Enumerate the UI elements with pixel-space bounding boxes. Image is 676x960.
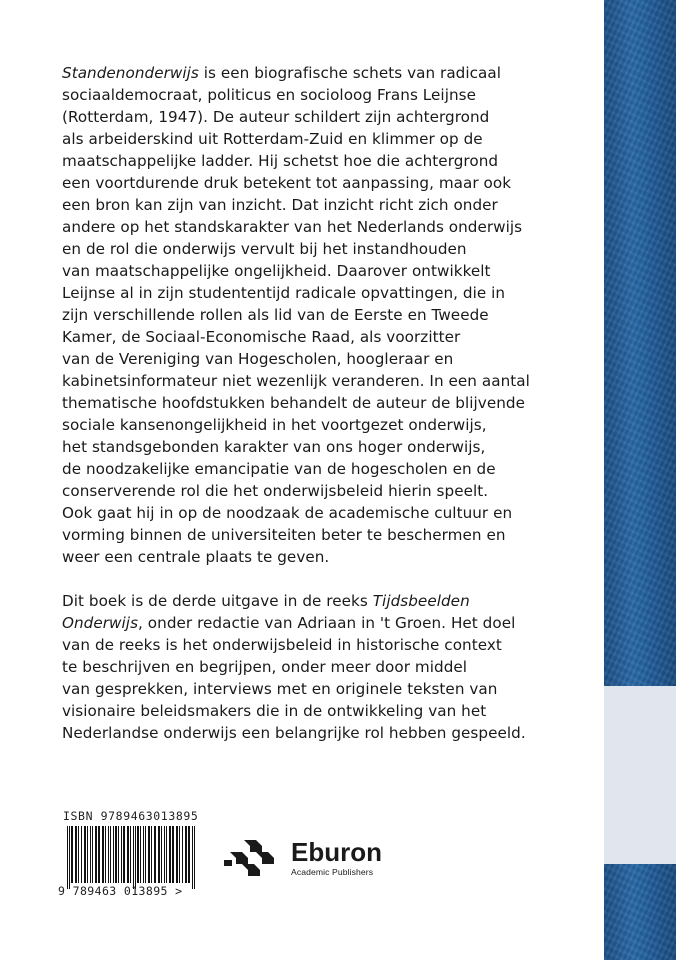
barcode-bar <box>169 826 171 883</box>
blurb-line <box>62 172 592 194</box>
barcode-guard-bar <box>194 826 195 889</box>
blurb-text: andere op het standskarakter van het Nederlands onderwijs <box>62 218 523 236</box>
blurb-line <box>62 480 592 502</box>
blurb-line <box>62 128 592 150</box>
blurb-line <box>62 546 592 568</box>
blurb-line <box>62 106 592 128</box>
barcode-bar <box>118 826 119 883</box>
barcode-bar <box>92 826 93 883</box>
blurb-text: van de reeks is het onderwijsbeleid in historische context <box>62 636 502 654</box>
blurb-text: visionaire beleidsmakers die in de ontwikkeling van het <box>62 702 487 720</box>
blurb-line <box>62 62 592 84</box>
isbn-digits: 9 789463 013895 > <box>58 884 183 898</box>
blurb-line <box>62 216 592 238</box>
barcode-bar <box>182 826 183 883</box>
barcode-bar <box>127 826 129 883</box>
blurb-text: van de Vereniging van Hogescholen, hoogleraar en <box>62 350 454 368</box>
blurb-text: Kamer, de Sociaal-Economische Raad, als voorzitter <box>62 328 461 346</box>
publisher-brand <box>291 839 382 877</box>
blurb-line <box>62 612 592 634</box>
eburon-logo-icon <box>222 836 288 884</box>
barcode-bar <box>166 826 167 883</box>
blurb-text: weer een centrale plaats te geven. <box>62 548 330 566</box>
blurb-text: conserverende rol die het onderwijsbeleid hierin speelt. <box>62 482 489 500</box>
barcode-bar <box>154 826 156 883</box>
blurb-text: Nederlandse onderwijs een belangrijke rol hebben gespeeld. <box>62 724 526 742</box>
blurb-line <box>62 370 592 392</box>
blurb-text: de noodzakelijke emancipatie van de hogescholen en de <box>62 460 496 478</box>
barcode-bar <box>145 826 146 883</box>
barcode-bar <box>108 826 109 883</box>
italic-title: Tijdsbeelden <box>372 592 470 610</box>
blurb-text: sociaaldemocraat, politicus en socioloog Frans Leijnse <box>62 86 476 104</box>
barcode-bar <box>90 826 91 883</box>
blurb-line <box>62 238 592 260</box>
barcode-bar <box>148 826 150 883</box>
blurb-text: een bron kan zijn van inzicht. Dat inzicht richt zich onder <box>62 196 498 214</box>
blurb-text: vorming binnen de universiteiten beter te beschermen en <box>62 526 506 544</box>
blurb-text: het standsgebonden karakter van ons hoger onderwijs, <box>62 438 486 456</box>
barcode-bar <box>179 826 180 883</box>
barcode-guard-bar <box>67 826 68 889</box>
blurb-line <box>62 348 592 370</box>
blurb-text: sociale kansenongelijkheid in het voortgezet onderwijs, <box>62 416 487 434</box>
barcode-bar <box>95 826 97 883</box>
blurb-line <box>62 260 592 282</box>
blurb-text: en de rol die onderwijs vervult bij het instandhouden <box>62 240 467 258</box>
barcode-bar <box>78 826 79 883</box>
blurb-text: van gesprekken, interviews met en originele teksten van <box>62 680 498 698</box>
barcode-guard-bar <box>192 826 193 889</box>
barcode-bar <box>143 826 144 883</box>
barcode-bar <box>185 826 187 883</box>
barcode-bar <box>84 826 86 883</box>
blurb-paragraph-1 <box>62 62 592 568</box>
barcode-bar <box>81 826 82 883</box>
barcode-bar <box>98 826 100 883</box>
blurb-line <box>62 524 592 546</box>
barcode-bar <box>87 826 88 883</box>
publisher-name: Eburon <box>291 837 382 867</box>
isbn-barcode <box>63 826 213 889</box>
blurb-line <box>62 414 592 436</box>
barcode-bar <box>121 826 122 883</box>
barcode-bar <box>164 826 165 883</box>
italic-title: Standenonderwijs <box>62 64 199 82</box>
blurb-line <box>62 282 592 304</box>
blurb-line <box>62 326 592 348</box>
isbn-label: ISBN 9789463013895 <box>63 809 199 823</box>
blurb-line <box>62 678 592 700</box>
back-cover-blurb <box>62 62 592 744</box>
blurb-text: is een biografische schets van radicaal <box>198 64 502 82</box>
blurb-line <box>62 722 592 744</box>
barcode-bar <box>151 826 152 883</box>
barcode-guard-bar <box>135 826 136 889</box>
blurb-text: te beschrijven en begrijpen, onder meer door middel <box>62 658 468 676</box>
barcode-bar <box>140 826 141 883</box>
barcode-bar <box>102 826 104 883</box>
barcode-bar <box>75 826 77 883</box>
barcode-bar <box>110 826 111 883</box>
blurb-line <box>62 458 592 480</box>
blurb-line <box>62 634 592 656</box>
blurb-line <box>62 150 592 172</box>
barcode-bar <box>115 826 117 883</box>
barcode-bar <box>161 826 162 883</box>
blurb-paragraph-2 <box>62 590 592 744</box>
blurb-line <box>62 700 592 722</box>
blurb-text: maatschappelijke ladder. Hij schetst hoe die achtergrond <box>62 152 499 170</box>
barcode-bar <box>123 826 125 883</box>
blurb-text: Dit boek is de derde uitgave in de reeks <box>62 592 373 610</box>
barcode-guard-bar <box>133 826 134 889</box>
blurb-line <box>62 392 592 414</box>
blurb-text: een voortdurende druk betekent tot aanpassing, maar ook <box>62 174 512 192</box>
blurb-text: (Rotterdam, 1947). De auteur schildert zijn achtergrond <box>62 108 490 126</box>
blurb-text: thematische hoofdstukken behandelt de auteur de blijvende <box>62 394 525 412</box>
barcode-bar <box>113 826 114 883</box>
barcode-bar <box>158 826 160 883</box>
blurb-text: Leijnse al in zijn studententijd radicale opvattingen, die in <box>62 284 506 302</box>
barcode-bar <box>105 826 106 883</box>
blurb-line <box>62 194 592 216</box>
blurb-line <box>62 502 592 524</box>
publisher-subtitle: Academic Publishers <box>291 867 374 877</box>
barcode-bar <box>176 826 178 883</box>
italic-title: Onderwijs <box>62 614 139 632</box>
barcode-bar <box>188 826 190 883</box>
blurb-line <box>62 84 592 106</box>
blurb-text: zijn verschillende rollen als lid van de Eerste en Tweede <box>62 306 489 324</box>
barcode-bar <box>172 826 174 883</box>
barcode-bar <box>130 826 131 883</box>
blurb-text: , onder redactie van Adriaan in 't Groen. Het doel <box>138 614 516 632</box>
barcode-bar <box>137 826 139 883</box>
blurb-line <box>62 304 592 326</box>
barcode-guard-bar <box>69 826 70 889</box>
blurb-line <box>62 590 592 612</box>
cover-light-band <box>604 686 676 864</box>
blurb-text: kabinetsinformateur niet wezenlijk veranderen. In een aantal <box>62 372 530 390</box>
blurb-text: Ook gaat hij in op de noodzaak de academische cultuur en <box>62 504 513 522</box>
blurb-line <box>62 656 592 678</box>
blurb-text: van maatschappelijke ongelijkheid. Daarover ontwikkelt <box>62 262 491 280</box>
blurb-line <box>62 436 592 458</box>
barcode-bar <box>71 826 73 883</box>
blurb-text: als arbeiderskind uit Rotterdam-Zuid en klimmer op de <box>62 130 483 148</box>
